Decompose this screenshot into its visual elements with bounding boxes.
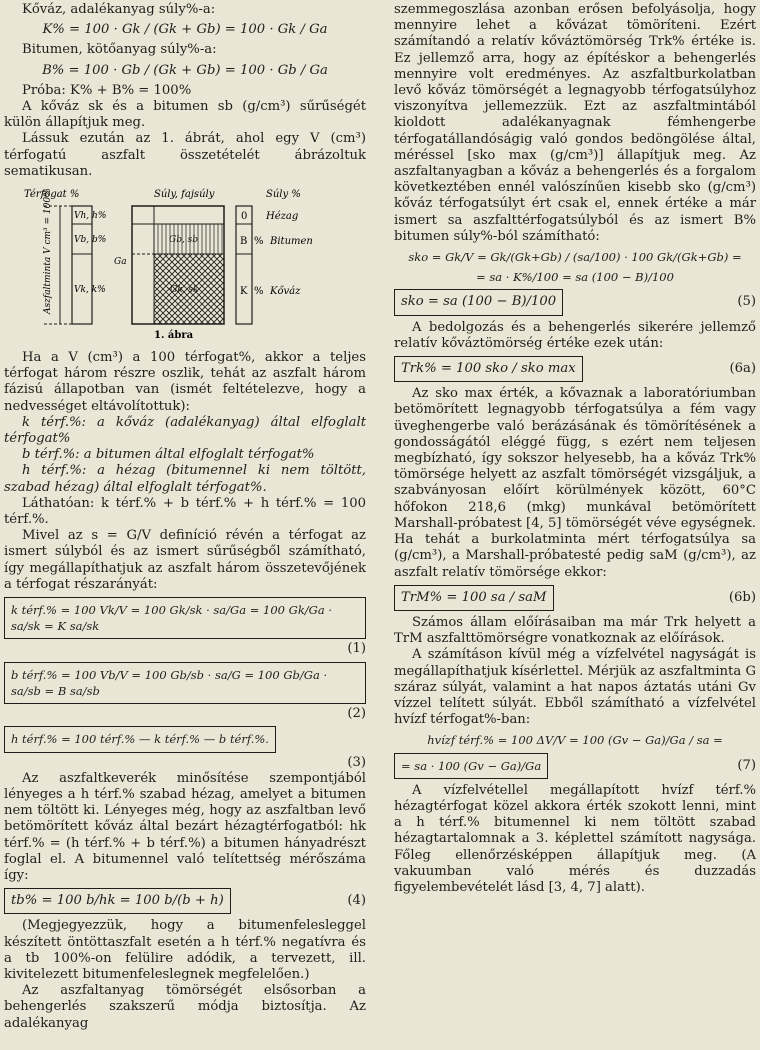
- equation-6a-row: [394, 356, 756, 382]
- equation-7-row: [394, 753, 756, 779]
- equation-7b: = sa · 100 (Gv − Ga)/Ga: [394, 753, 548, 779]
- vh-label: Vh, h%: [74, 211, 107, 222]
- right-column: [394, 2, 756, 896]
- figure-caption: 1. ábra: [154, 330, 194, 342]
- aszfaltminta-label: Aszfaltminta V cm³ = 100%: [43, 188, 53, 315]
- kovaz-pct: %: [254, 286, 264, 298]
- figure-1: [4, 184, 366, 344]
- equation-3-number: (3): [347, 754, 366, 770]
- equation-7a: hvízf térf.% = 100 ΔV/V = 100 (Gv − Ga)/Ga / sa =: [427, 733, 723, 748]
- paragraph-conclusion: A vízfelvétellel megállapított hvízf térf.% hézagtérfogat közel akkora érték szokott lenni, mint a h térf.% bitumennel ki nem töltött szabad hézagtartalomnak a 3. képlettel számított nagysága. Főleg ellenőrzésképpen állapítjuk meg. (A vakuumban való mérés és duzzadás figyelembevételét lásd [3, 4, 7] alatt).: [394, 782, 756, 895]
- equation-3: h térf.% = 100 térf.% — k térf.% — b térf.%.: [4, 726, 276, 752]
- gb-sb-label: Gb, sb: [169, 235, 199, 246]
- bitumen-label: Bitumen: [270, 236, 313, 248]
- hezag-label: Hézag: [266, 211, 299, 223]
- equation-7-number: (7): [737, 757, 756, 773]
- ga-label: Ga: [114, 257, 127, 268]
- gk-sk-label: Gk, sk: [170, 285, 199, 296]
- paragraph-three-phase: Ha a V (cm³) a 100 térfogat%, akkor a teljes térfogat három részre oszlik, tehát az aszfalt három fázisú állapotban van (ismét feltételezve, hogy a nedvességet eltávolítottuk):: [4, 350, 366, 414]
- equation-1-row: [4, 597, 366, 639]
- asphalt-phase-diagram: [4, 184, 366, 344]
- equation-5: sko = sa (100 − B)/100: [394, 289, 563, 315]
- equation-2-row: [4, 662, 366, 704]
- equation-5a: sko = Gk/V = Gk/(Gk+Gb) / (sa/100) · 100 Gk/(Gk+Gb) =: [408, 250, 742, 265]
- equation-5-row: [394, 289, 756, 315]
- equation-2-number: (2): [347, 706, 366, 722]
- equation-1: k térf.% = 100 Vk/V = 100 Gk/sk · sa/Ga = 100 Gk/Ga · sa/sk = K sa/sk: [4, 597, 366, 639]
- paragraph-gradation: szemmegoszlása azonban erősen befolyásolja, hogy mennyire lehet a kővázat tömöríteni. Ezért számítandó a relatív kőváztömörség Trk% értéke is. Ez jellemző arra, hogy az építéskor a behengerlés mennyire volt eredményes. Az aszfaltburkolatban levő kőváz tömörségét a legnagyobb térfogatsúlyhoz viszonyítva jellemezzük. Ezt az aszfaltmintából kioldott adalékanyagnak fémhengerbe térfogatállandóságig való gondos bedöngölése által, méréssel [sko max (g/cm³)] állapítjuk meg. Az aszfaltanyagban a kőváz a behengerlés és a forgalom következtében ennél valószínűen kisebb sko (g/cm³) kőváz térfogatsúlyt ért csak el, ennek értéke a már ismert sa aszfalttérfogatsúlyból és az ismert B% bitumen súly%-ból számítható:: [394, 2, 756, 244]
- equation-6b: TrM% = 100 sa / saM: [394, 585, 554, 611]
- paragraph-density: A kőváz sk és a bitumen sb (g/cm³) sűrűségét külön állapítjuk meg.: [4, 99, 366, 131]
- kovaz-equation: K% = 100 · Gk / (Gk + Gb) = 100 · Gk / Ga: [42, 22, 328, 38]
- terfogat-label: Térfogat %: [24, 189, 80, 201]
- list-item-k: k térf.%: a kőváz (adalékanyag) által elfoglalt térfogat%: [4, 414, 366, 447]
- equation-6a: Trk% = 100 sko / sko max: [394, 356, 583, 382]
- paragraph-compaction: Az aszfaltanyag tömörségét elsősorban a behengerlés szakszerű módja biztosítja. Az adalékanyag: [4, 983, 366, 1031]
- bitumen-pct: %: [254, 236, 264, 248]
- suly-pct-label: Súly %: [266, 189, 301, 201]
- kovaz-label: Kőváz: [270, 286, 301, 298]
- equation-6b-row: [394, 585, 756, 611]
- vk-label: Vk, k%: [74, 285, 106, 296]
- equation-4: tb% = 100 b/hk = 100 b/(b + h): [4, 888, 231, 914]
- paragraph-regulations: Számos állam előírásaiban ma már Trk helyett a TrM aszfalttömörségre vonatkoznak az előírások.: [394, 614, 756, 647]
- equation-1-number: (1): [347, 641, 366, 657]
- equation-6b-number: (6b): [728, 589, 756, 605]
- equation-5-number: (5): [737, 294, 756, 310]
- paragraph-note: (Megjegyezzük, hogy a bitumenfelesleggel készített öntöttaszfalt esetén a h térf.% negatívra és a tb 100%-on felülire adódik, a tervezett, ill. kivitelezett bitumenfeleslegnek megfelelően.): [4, 918, 366, 982]
- proba-line: Próba: K% + B% = 100%: [22, 82, 192, 98]
- paragraph-water: A számításon kívül még a vízfelvétel nagyságát is megállapíthatjuk kísérlettel. Mérjük az aszfaltminta G száraz súlyát, valamint a hat napos áztatás utáni Gv vízzel telített súlyát. Ebből számítható a vízfelvétel hvízf térfogat%-ban:: [394, 647, 756, 728]
- equation-3-row: [4, 726, 366, 752]
- left-column: [4, 2, 366, 1032]
- paragraph-volume: Mivel az s = G/V definíció révén a térfogat az ismert súlyból és az ismert sűrűségből számítható, így megállapíthatjuk az aszfalt három összetevőjének a térfogat részarányát:: [4, 528, 366, 592]
- paragraph-marshall: Az sko max érték, a kővaznak a laboratóriumban betömörített legnagyobb térfogatsúlya a fém vagy üveghengerbe való berázásának és tömörítésének a gondosságától eléggé függ, s ezért nem teljesen megbízható, így sokszor helyesebb, ha a kőváz Trk% tömörsége helyett az aszfalt tömörségét vizsgáljuk, a szabványosan előírt körülmények között, 60°C hőfokon 218,6 (mkg) munkával betömörített Marshall-próbatest [4, 5] tömörségét véve egységnek. Ha tehát a burkolatminta mért térfogatsúlya sa (g/cm³), a Marshall-próbatesté pedig saM (g/cm³), az aszfalt relatív tömörsége ekkor:: [394, 386, 756, 580]
- bitumen-b: B: [240, 236, 248, 248]
- equation-4-row: [4, 888, 366, 914]
- bitumen-equation: B% = 100 · Gb / (Gk + Gb) = 100 · Gb / Ga: [42, 62, 328, 78]
- kovaz-label: Kőváz, adalékanyag súly%-a:: [22, 2, 216, 17]
- equation-4-number: (4): [347, 893, 366, 909]
- vb-label: Vb, b%: [74, 235, 107, 246]
- paragraph-relative: A bedolgozás és a behengerlés sikerére jellemző relatív kőváztömörség értéke ezek után:: [394, 319, 756, 351]
- equation-2: b térf.% = 100 Vb/V = 100 Gb/sb · sa/G = 100 Gb/Ga · sa/sb = B sa/sb: [4, 662, 366, 704]
- equation-6a-number: (6a): [729, 361, 756, 377]
- hezag-zero: 0: [241, 211, 248, 223]
- paragraph-figure-ref: Lássuk ezután az 1. ábrát, ahol egy V (cm³) térfogatú aszfalt összetételét ábrázoltuk sematikusan.: [4, 131, 366, 179]
- bitumen-label: Bitumen, kötőanyag súly%-a:: [22, 42, 217, 58]
- lathatoan-line: Láthatóan: k térf.% + b térf.% + h térf.% = 100 térf.%.: [4, 495, 366, 528]
- kovaz-k: K: [240, 286, 248, 298]
- paragraph-qualification: Az aszfaltkeverék minősítése szempontjából lényeges a h térf.% szabad hézag, amelyet a bitumen nem töltött ki. Lényeges még, hogy az aszfaltban levő betömörített kőváz által bezárt hézagtérfogatból: hk térf.% = (h térf.% + b térf.%) a bitumen hányadrészt foglal el. A bitumennel való telítettség mérőszáma így:: [4, 770, 366, 883]
- list-item-h: h térf.%: a hézag (bitumennel ki nem töltött, szabad hézag) által elfoglalt térfogat%.: [4, 463, 366, 495]
- equation-5b: = sa · K%/100 = sa (100 − B)/100: [476, 270, 674, 285]
- suly-fajsuly-label: Súly, fajsúly: [154, 189, 215, 201]
- list-item-b: b térf.%: a bitumen által elfoglalt térfogat%: [22, 447, 315, 463]
